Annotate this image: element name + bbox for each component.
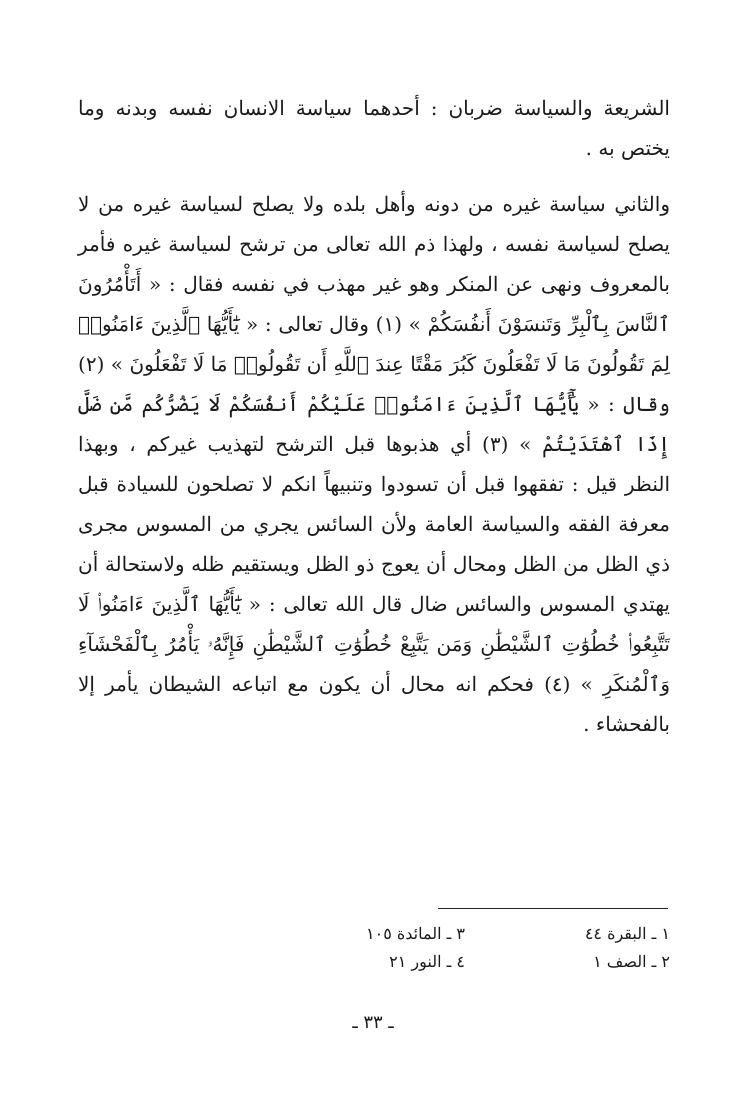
footnote-1: ١ ـ البقرة ٤٤ [584, 924, 670, 943]
footnote-row [260, 948, 670, 976]
paragraph-1: الشريعة والسياسة ضربان : أحدهما سياسة الانسان نفسه وبدنه وما يختص به . [78, 96, 670, 160]
footnote-2: ٢ ـ الصف ١ [593, 952, 670, 971]
paragraph-2: والثاني سياسة غيره من دونه وأهل بلده ولا يصلح لسياسة غيره من لا يصلح لسياسة نفسه ، ولهذا ذم الله تعالى من ترشح لسياسة غيره فأمر بالمعروف ونهى عن المنكر وهو غير مهذب في نفسه فقال : « أَتَأْمُرُونَ ٱلنَّاسَ بِٱلْبِرِّ وَتَنسَوْنَ أَنفُسَكُمْ » (١) وقال تعالى : « يَٰٓأَيُّهَا ٱلَّذِينَ ءَامَنُوا۟ لِمَ تَقُولُونَ مَا لَا تَفْعَلُونَ كَبُرَ مَقْتًا عِندَ ٱللَّهِ أَن تَقُولُوا۟ مَا لَا تَفْعَلُونَ » (٢) وقال : « يَٰٓأَيُّهَا ٱلَّذِينَ ءَامَنُوا۟ عَلَيْكُمْ أَنفُسَكُمْ لَا يَضُرُّكُم مَّن ضَلَّ إِذَا ٱهْتَدَيْتُمْ » (٣) أي هذبوها قبل الترشح لتهذيب غيركم ، وبهذا النظر قيل : تفقهوا قبل أن تسودوا وتنبيهاً انكم لا تصلحون للسيادة قبل معرفة الفقه والسياسة العامة ولأن السائس يجري من المسوس مجرى ذي الظل من الظل ومحال أن يعوج ذو الظل ويستقيم ظله ولاستحالة أن يهتدي المسوس والسائس ضال قال الله تعالى : « يَٰٓأَيُّهَا ٱلَّذِينَ ءَامَنُوا۟ لَا تَتَّبِعُوا۟ خُطُوَٰتِ ٱلشَّيْطَٰنِ وَمَن يَتَّبِعْ خُطُوَٰتِ ٱلشَّيْطَٰنِ فَإِنَّهُۥ يَأْمُرُ بِٱلْفَحْشَآءِ وَٱلْمُنكَرِ » (٤) فحكم انه محال أن يكون مع اتباعه الشيطان يأمر إلا بالفحشاء . [78, 192, 670, 736]
page-number: ـ ٣٣ ـ [352, 1012, 394, 1033]
footnotes [260, 920, 670, 976]
footnote-4: ٤ ـ النور ٢١ [389, 952, 465, 971]
footnote-3: ٣ ـ المائدة ١٠٥ [366, 924, 465, 943]
footnote-row [260, 920, 670, 948]
footnote-separator [438, 908, 668, 909]
body-text [78, 88, 670, 744]
